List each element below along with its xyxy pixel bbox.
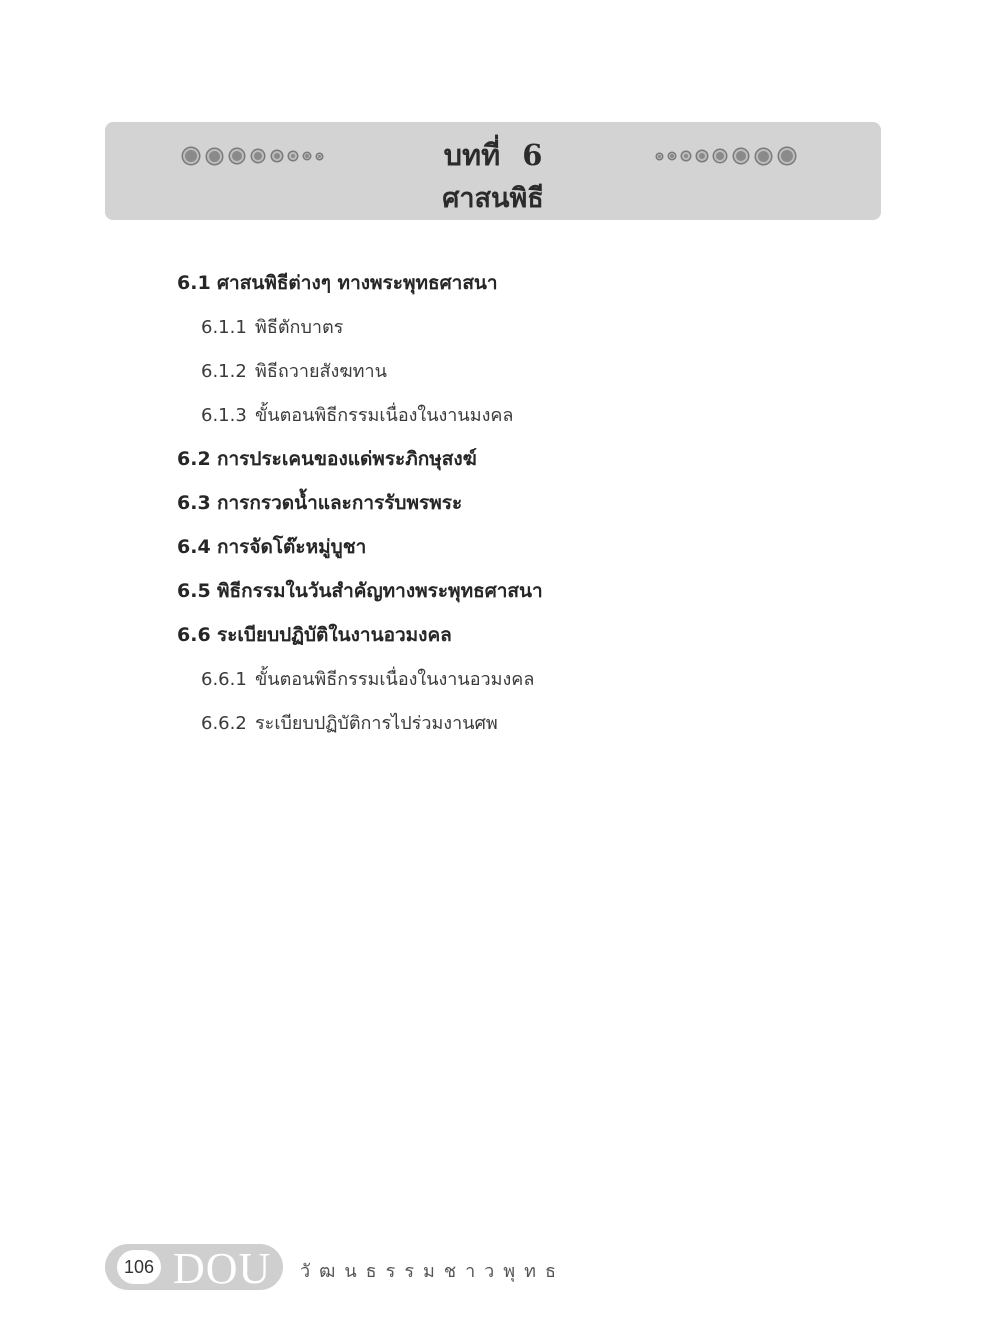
book-title: วัฒนธรรมชาวพุทธ — [300, 1261, 566, 1282]
toc-number: 6.3 — [177, 492, 211, 514]
toc-number: 6.6 — [177, 624, 211, 646]
toc-number: 6.6.1 — [201, 669, 247, 690]
toc-number: 6.1.2 — [201, 361, 247, 382]
toc-number: 6.4 — [177, 536, 211, 558]
brand-logo: DOU — [173, 1244, 272, 1293]
chapter-header-banner — [105, 122, 881, 220]
toc-subitem — [201, 671, 534, 689]
toc-number: 6.2 — [177, 448, 211, 470]
dot-icon — [756, 149, 771, 164]
dot-icon — [714, 150, 726, 162]
toc-item — [177, 538, 366, 557]
chapter-title: ศาสนพิธี — [442, 183, 544, 214]
dot-icon — [682, 152, 690, 160]
chapter-label: บทที่ — [443, 138, 501, 172]
toc-text: ขั้นตอนพิธีกรรมเนื่องในงานอวมงคล — [255, 669, 535, 690]
toc-text: ขั้นตอนพิธีกรรมเนื่องในงานมงคล — [255, 405, 514, 426]
decorative-dots-right — [657, 148, 795, 164]
toc-item — [177, 626, 452, 645]
toc-text: การประเคนของแด่พระภิกษุสงฆ์ — [217, 448, 477, 470]
toc-text: พิธีถวายสังฆทาน — [255, 361, 387, 382]
toc-item — [177, 274, 498, 293]
toc-item — [177, 494, 462, 513]
toc-text: การจัดโต๊ะหมู่บูชา — [217, 536, 367, 558]
toc-text: การกรวดน้ำและการรับพรพระ — [217, 492, 463, 514]
toc-number: 6.1.1 — [201, 317, 247, 338]
footer-badge — [105, 1244, 283, 1293]
dot-icon — [734, 149, 748, 163]
toc-text: พิธีตักบาตร — [255, 317, 344, 338]
toc-text: ระเบียบปฏิบัติในงานอวมงคล — [217, 624, 452, 646]
toc-subitem — [201, 363, 387, 381]
toc-number: 6.1 — [177, 272, 211, 294]
toc-text: ระเบียบปฏิบัติการไปร่วมงานศพ — [255, 713, 498, 734]
toc-number: 6.6.2 — [201, 713, 247, 734]
dot-icon — [657, 154, 662, 159]
page-number: 106 — [117, 1250, 161, 1284]
toc-subitem — [201, 319, 343, 337]
toc-subitem — [201, 715, 498, 733]
chapter-number: 6 — [522, 138, 543, 172]
dot-icon — [697, 151, 707, 161]
toc-number: 6.1.3 — [201, 405, 247, 426]
dot-icon — [779, 148, 795, 164]
toc-text: ศาสนพิธีต่างๆ ทางพระพุทธศาสนา — [217, 272, 498, 294]
toc-item — [177, 450, 477, 469]
toc-text: พิธีกรรมในวันสำคัญทางพระพุทธศาสนา — [217, 580, 543, 602]
toc-number: 6.5 — [177, 580, 211, 602]
toc-item — [177, 582, 543, 601]
toc-subitem — [201, 407, 513, 425]
dot-icon — [669, 153, 675, 159]
